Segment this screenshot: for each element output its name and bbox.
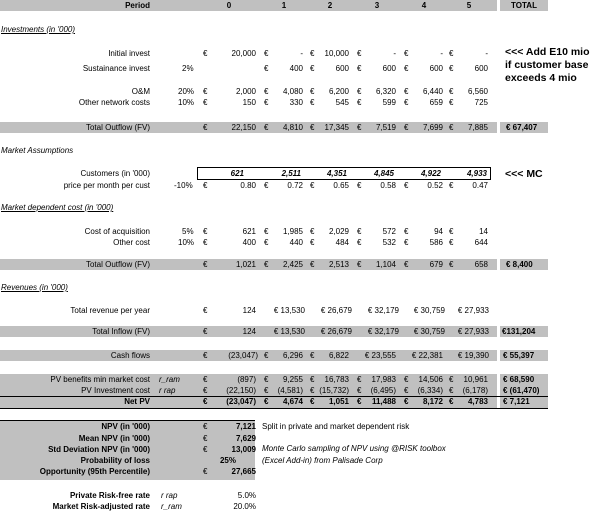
cell-currency: €	[357, 181, 362, 190]
cell-value: 4,674	[282, 397, 303, 406]
cell-currency: €	[264, 49, 269, 58]
cell-value: € 26,679	[320, 327, 352, 336]
cell-currency: €	[357, 227, 362, 236]
mc-note-2: (Excel Add-in) from Palisade Corp	[262, 456, 383, 465]
cell-currency: €	[264, 181, 269, 190]
cell-value: (15,732)	[319, 386, 349, 395]
cell-value: 0.65	[333, 181, 349, 190]
row-pv-invest-label: PV Investment cost	[81, 386, 150, 395]
stat-std-label: Std Deviation NPV (in '000)	[48, 445, 150, 454]
cell-currency: €	[264, 98, 269, 107]
cell-currency: €	[404, 181, 409, 190]
cell-currency: €	[357, 87, 362, 96]
cell-value: 4,810	[282, 123, 303, 132]
period-5: 5	[466, 1, 472, 10]
cell-currency: €	[310, 49, 315, 58]
row-initial-label: Initial invest	[108, 49, 150, 58]
cell-value: 0.58	[380, 181, 396, 190]
stat-opp-value: 27,665	[231, 467, 256, 476]
cell-value: 725	[474, 98, 488, 107]
cell-currency: €	[264, 386, 269, 395]
cell-value: 1,985	[282, 227, 303, 236]
cell-value: (6,178)	[462, 386, 488, 395]
cell-value: 10,961	[463, 375, 488, 384]
section-market: Market Assumptions	[1, 146, 74, 155]
row-net-pv-label: Net PV	[124, 397, 150, 406]
cell-currency: €	[264, 238, 269, 247]
cell-value: 644	[474, 238, 488, 247]
cell-value: € 27,933	[457, 327, 489, 336]
cell-currency: €	[203, 306, 208, 315]
cell-value: (6,334)	[417, 386, 443, 395]
cell-currency: €	[404, 375, 409, 384]
cash-val-3: € 23,555	[364, 351, 396, 360]
cell-currency: €	[203, 98, 208, 107]
cell-value: 484	[335, 238, 349, 247]
period-3: 3	[374, 1, 380, 10]
cell-value: (4,581)	[277, 386, 303, 395]
cell-currency: €	[310, 227, 315, 236]
stat-mean-value: 7,629	[235, 434, 256, 443]
cash-cur-1: €	[264, 351, 269, 360]
cell-currency: €	[449, 181, 454, 190]
cell-currency: €	[310, 123, 315, 132]
cell-value: 6,320	[375, 87, 396, 96]
cell-currency: €	[203, 87, 208, 96]
period-0: 0	[226, 1, 232, 10]
cell-value: 679	[429, 260, 443, 269]
cell-currency: €	[264, 123, 269, 132]
cell-value: 621	[242, 227, 256, 236]
cell-currency: €	[310, 181, 315, 190]
cash-val-4: € 22,381	[411, 351, 443, 360]
cell-currency: €	[357, 49, 362, 58]
cash-val-2: 6,822	[328, 351, 349, 360]
stat-mean-cur: €	[203, 434, 208, 443]
cust-5: 4,933	[466, 169, 487, 178]
cust-2: 4,351	[326, 169, 347, 178]
cell-currency: €	[357, 238, 362, 247]
cell-value: (23,047)	[226, 397, 256, 406]
cell-currency: €	[404, 123, 409, 132]
cell-value: 7,519	[375, 123, 396, 132]
row-other-pct: 10%	[178, 98, 195, 107]
pv-invest-rate: r rap	[159, 386, 176, 395]
cell-currency: €	[310, 386, 315, 395]
row-mdc-total-label: Total Outflow (FV)	[85, 260, 150, 269]
cell-currency: €	[264, 87, 269, 96]
rate-market-sym: r_ram	[161, 502, 182, 511]
stat-mean-label: Mean NPV (in '000)	[78, 434, 150, 443]
cell-value: (897)	[237, 375, 256, 384]
cell-value: 14	[479, 227, 488, 236]
period-4: 4	[421, 1, 427, 10]
inv-grand-total: € 67,407	[506, 123, 538, 132]
section-mdc: Market dependent cost (in '000)	[1, 203, 114, 212]
cell-value: 14,506	[418, 375, 443, 384]
cell-currency: €	[310, 238, 315, 247]
cust-3: 4,845	[373, 169, 394, 178]
stat-npv-note: Split in private and market dependent risk	[262, 422, 410, 431]
cell-value: 1,051	[328, 397, 349, 406]
cell-currency: €	[264, 397, 269, 406]
cell-currency: €	[404, 98, 409, 107]
cell-currency: €	[203, 327, 208, 336]
row-customers-label: Customers (in '000)	[80, 169, 150, 178]
rate-private-label: Private Risk-free rate	[69, 491, 150, 500]
cell-currency: €	[449, 123, 454, 132]
cash-val-5: € 19,390	[457, 351, 489, 360]
row-inv-total-label: Total Outflow (FV)	[85, 123, 150, 132]
cell-value: 600	[429, 64, 443, 73]
cell-currency: €	[404, 64, 409, 73]
header-total: TOTAL	[511, 1, 537, 10]
row-acq-label: Cost of acquisition	[84, 227, 150, 236]
cell-currency: €	[310, 375, 315, 384]
cell-value: 440	[289, 238, 303, 247]
row-mdc-other-pct: 10%	[178, 238, 195, 247]
header-period: Period	[125, 1, 150, 10]
cell-value: € 32,179	[367, 327, 399, 336]
inv-note-3: exceeds 4 mio	[505, 72, 577, 84]
cell-value: 1,104	[375, 260, 396, 269]
cell-value: 4,783	[467, 397, 488, 406]
stat-std-cur: €	[203, 445, 208, 454]
inv-note-1: <<< Add E10 mio	[505, 46, 590, 58]
cell-currency: €	[310, 397, 315, 406]
net-pv-grand: € 7,121	[503, 397, 530, 406]
cell-currency: €	[203, 49, 208, 58]
cell-currency: €	[203, 227, 208, 236]
cell-value: 6,200	[328, 87, 349, 96]
cell-currency: €	[203, 181, 208, 190]
cell-currency: €	[310, 87, 315, 96]
cash-cur-2: €	[310, 351, 315, 360]
cell-value: 4,080	[282, 87, 303, 96]
cell-value: 600	[382, 64, 396, 73]
pv-invest-grand: € (61,470)	[503, 386, 540, 395]
cell-currency: €	[404, 260, 409, 269]
row-rev-label: Total revenue per year	[70, 306, 150, 315]
row-price-label: price per month per cust	[63, 181, 150, 190]
cell-value: 599	[382, 98, 396, 107]
cell-currency: €	[404, 238, 409, 247]
cell-value: 7,885	[467, 123, 488, 132]
cell-currency: €	[404, 397, 409, 406]
cell-currency: €	[404, 227, 409, 236]
section-revenues: Revenues (in '000)	[1, 283, 68, 292]
cash-val-0: (23,047)	[228, 351, 258, 360]
pv-benefits-rate: r_ram	[159, 375, 180, 384]
row-price-pct: -10%	[174, 181, 193, 190]
cell-value: 330	[289, 98, 303, 107]
cell-value: 9,255	[282, 375, 303, 384]
inv-note-2: if customer base	[505, 59, 589, 71]
cell-value: 0.47	[472, 181, 488, 190]
cell-currency: €	[449, 397, 454, 406]
pv-bottom-line	[0, 408, 548, 409]
cell-currency: €	[449, 260, 454, 269]
stat-opp-cur: €	[203, 467, 208, 476]
cell-value: 11,488	[371, 397, 396, 406]
cell-currency: €	[310, 260, 315, 269]
cell-currency: €	[449, 386, 454, 395]
row-sustain-label: Sustainance invest	[82, 64, 150, 73]
cell-value: 20,000	[231, 49, 256, 58]
cell-value: 17,345	[324, 123, 349, 132]
cash-grand-total: € 55,397	[503, 351, 535, 360]
cell-value: 94	[434, 227, 443, 236]
cell-currency: €	[264, 64, 269, 73]
cell-value: 6,560	[467, 87, 488, 96]
mc-note-1: Monte Carlo sampling of NPV using @RISK toolbox	[262, 444, 446, 453]
cell-value: 2,029	[328, 227, 349, 236]
cell-currency: €	[357, 260, 362, 269]
cell-value: € 30,759	[413, 306, 445, 315]
cell-value: -	[393, 49, 396, 58]
cell-value: 400	[242, 238, 256, 247]
cell-currency: €	[404, 49, 409, 58]
rate-market-label: Market Risk-adjusted rate	[52, 502, 150, 511]
cell-value: 586	[429, 238, 443, 247]
row-om-pct: 20%	[178, 87, 195, 96]
cell-currency: €	[357, 64, 362, 73]
stat-npv-cur: €	[203, 422, 208, 431]
cell-currency: €	[203, 260, 208, 269]
cell-currency: €	[203, 123, 208, 132]
mc-note: <<< MC	[505, 168, 543, 180]
cell-value: € 13,530	[273, 306, 305, 315]
cell-value: 600	[335, 64, 349, 73]
cell-currency: €	[357, 375, 362, 384]
cell-currency: €	[357, 123, 362, 132]
cell-currency: €	[357, 98, 362, 107]
cell-currency: €	[264, 375, 269, 384]
cell-value: 2,000	[235, 87, 256, 96]
cell-value: 659	[429, 98, 443, 107]
period-2: 2	[327, 1, 333, 10]
cust-0: 621	[230, 169, 244, 178]
cell-currency: €	[310, 98, 315, 107]
section-investments: Investments (in '000)	[1, 25, 76, 34]
cell-currency: €	[449, 98, 454, 107]
cell-currency: €	[404, 386, 409, 395]
cell-value: 1,021	[235, 260, 256, 269]
cell-currency: €	[449, 227, 454, 236]
cell-currency: €	[203, 397, 208, 406]
stat-prob-label: Probability of loss	[80, 456, 150, 465]
cell-value: 22,150	[231, 123, 256, 132]
cell-value: 400	[289, 64, 303, 73]
rate-private-value: 5.0%	[237, 491, 256, 500]
cell-value: 17,983	[371, 375, 396, 384]
cell-value: 0.52	[427, 181, 443, 190]
cell-value: 8,172	[422, 397, 443, 406]
cell-value: 532	[382, 238, 396, 247]
stat-prob-value: 25%	[219, 456, 236, 465]
inflow-grand-total: €131,204	[502, 327, 536, 336]
cell-currency: €	[310, 64, 315, 73]
cust-4: 4,922	[420, 169, 441, 178]
pv-benefits-grand: € 68,590	[503, 375, 535, 384]
cell-currency: €	[357, 397, 362, 406]
cell-value: (6,495)	[370, 386, 396, 395]
cell-currency: €	[203, 238, 208, 247]
stat-npv-label: NPV (in '000)	[101, 422, 150, 431]
row-acq-pct: 5%	[182, 227, 194, 236]
cell-value: € 32,179	[367, 306, 399, 315]
stat-opp-label: Opportunity (95th Percentile)	[39, 467, 150, 476]
row-cash-label: Cash flows	[110, 351, 150, 360]
cell-value: (22,150)	[226, 386, 256, 395]
rate-private-sym: r rap	[161, 491, 178, 500]
cell-currency: €	[449, 49, 454, 58]
cell-value: 2,513	[328, 260, 349, 269]
cell-value: € 30,759	[413, 327, 445, 336]
cell-value: 2,425	[282, 260, 303, 269]
cell-value: -	[300, 49, 303, 58]
mdc-grand-total: € 8,400	[506, 260, 533, 269]
cell-value: 124	[242, 327, 256, 336]
cash-cur-0: €	[203, 351, 208, 360]
cell-value: 0.72	[287, 181, 303, 190]
cell-currency: €	[449, 238, 454, 247]
row-om-label: O&M	[131, 87, 150, 96]
cell-value: 150	[242, 98, 256, 107]
cell-value: -	[440, 49, 443, 58]
cell-currency: €	[449, 375, 454, 384]
cell-value: -	[485, 49, 488, 58]
cell-value: 124	[242, 306, 256, 315]
cell-value: 600	[474, 64, 488, 73]
cell-value: 10,000	[324, 49, 349, 58]
rate-market-value: 20.0%	[233, 502, 256, 511]
cell-value: 6,440	[422, 87, 443, 96]
row-pv-benefits-label: PV benefits min market cost	[50, 375, 150, 384]
cell-value: 658	[474, 260, 488, 269]
cell-currency: €	[264, 260, 269, 269]
stat-npv-value: 7,121	[235, 422, 256, 431]
cell-value: € 26,679	[320, 306, 352, 315]
cell-currency: €	[203, 375, 208, 384]
row-sustain-pct: 2%	[182, 64, 194, 73]
cell-currency: €	[264, 227, 269, 236]
cash-val-1: 6,296	[282, 351, 303, 360]
cell-value: € 27,933	[457, 306, 489, 315]
stat-std-value: 13,009	[231, 445, 256, 454]
cust-1: 2,511	[281, 169, 301, 178]
cell-value: € 13,530	[273, 327, 305, 336]
row-inflow-label: Total Inflow (FV)	[92, 327, 150, 336]
cell-currency: €	[449, 64, 454, 73]
row-mdc-other-label: Other cost	[113, 238, 150, 247]
stats-top-line	[0, 420, 255, 421]
row-other-label: Other network costs	[78, 98, 150, 107]
cell-currency: €	[357, 386, 362, 395]
cell-value: 545	[335, 98, 349, 107]
cell-value: 16,783	[324, 375, 349, 384]
cell-value: 7,699	[422, 123, 443, 132]
cell-currency: €	[449, 87, 454, 96]
cell-currency: €	[203, 386, 208, 395]
cell-currency: €	[404, 87, 409, 96]
cell-value: 0.80	[240, 181, 256, 190]
period-1: 1	[281, 1, 287, 10]
cell-value: 572	[382, 227, 396, 236]
